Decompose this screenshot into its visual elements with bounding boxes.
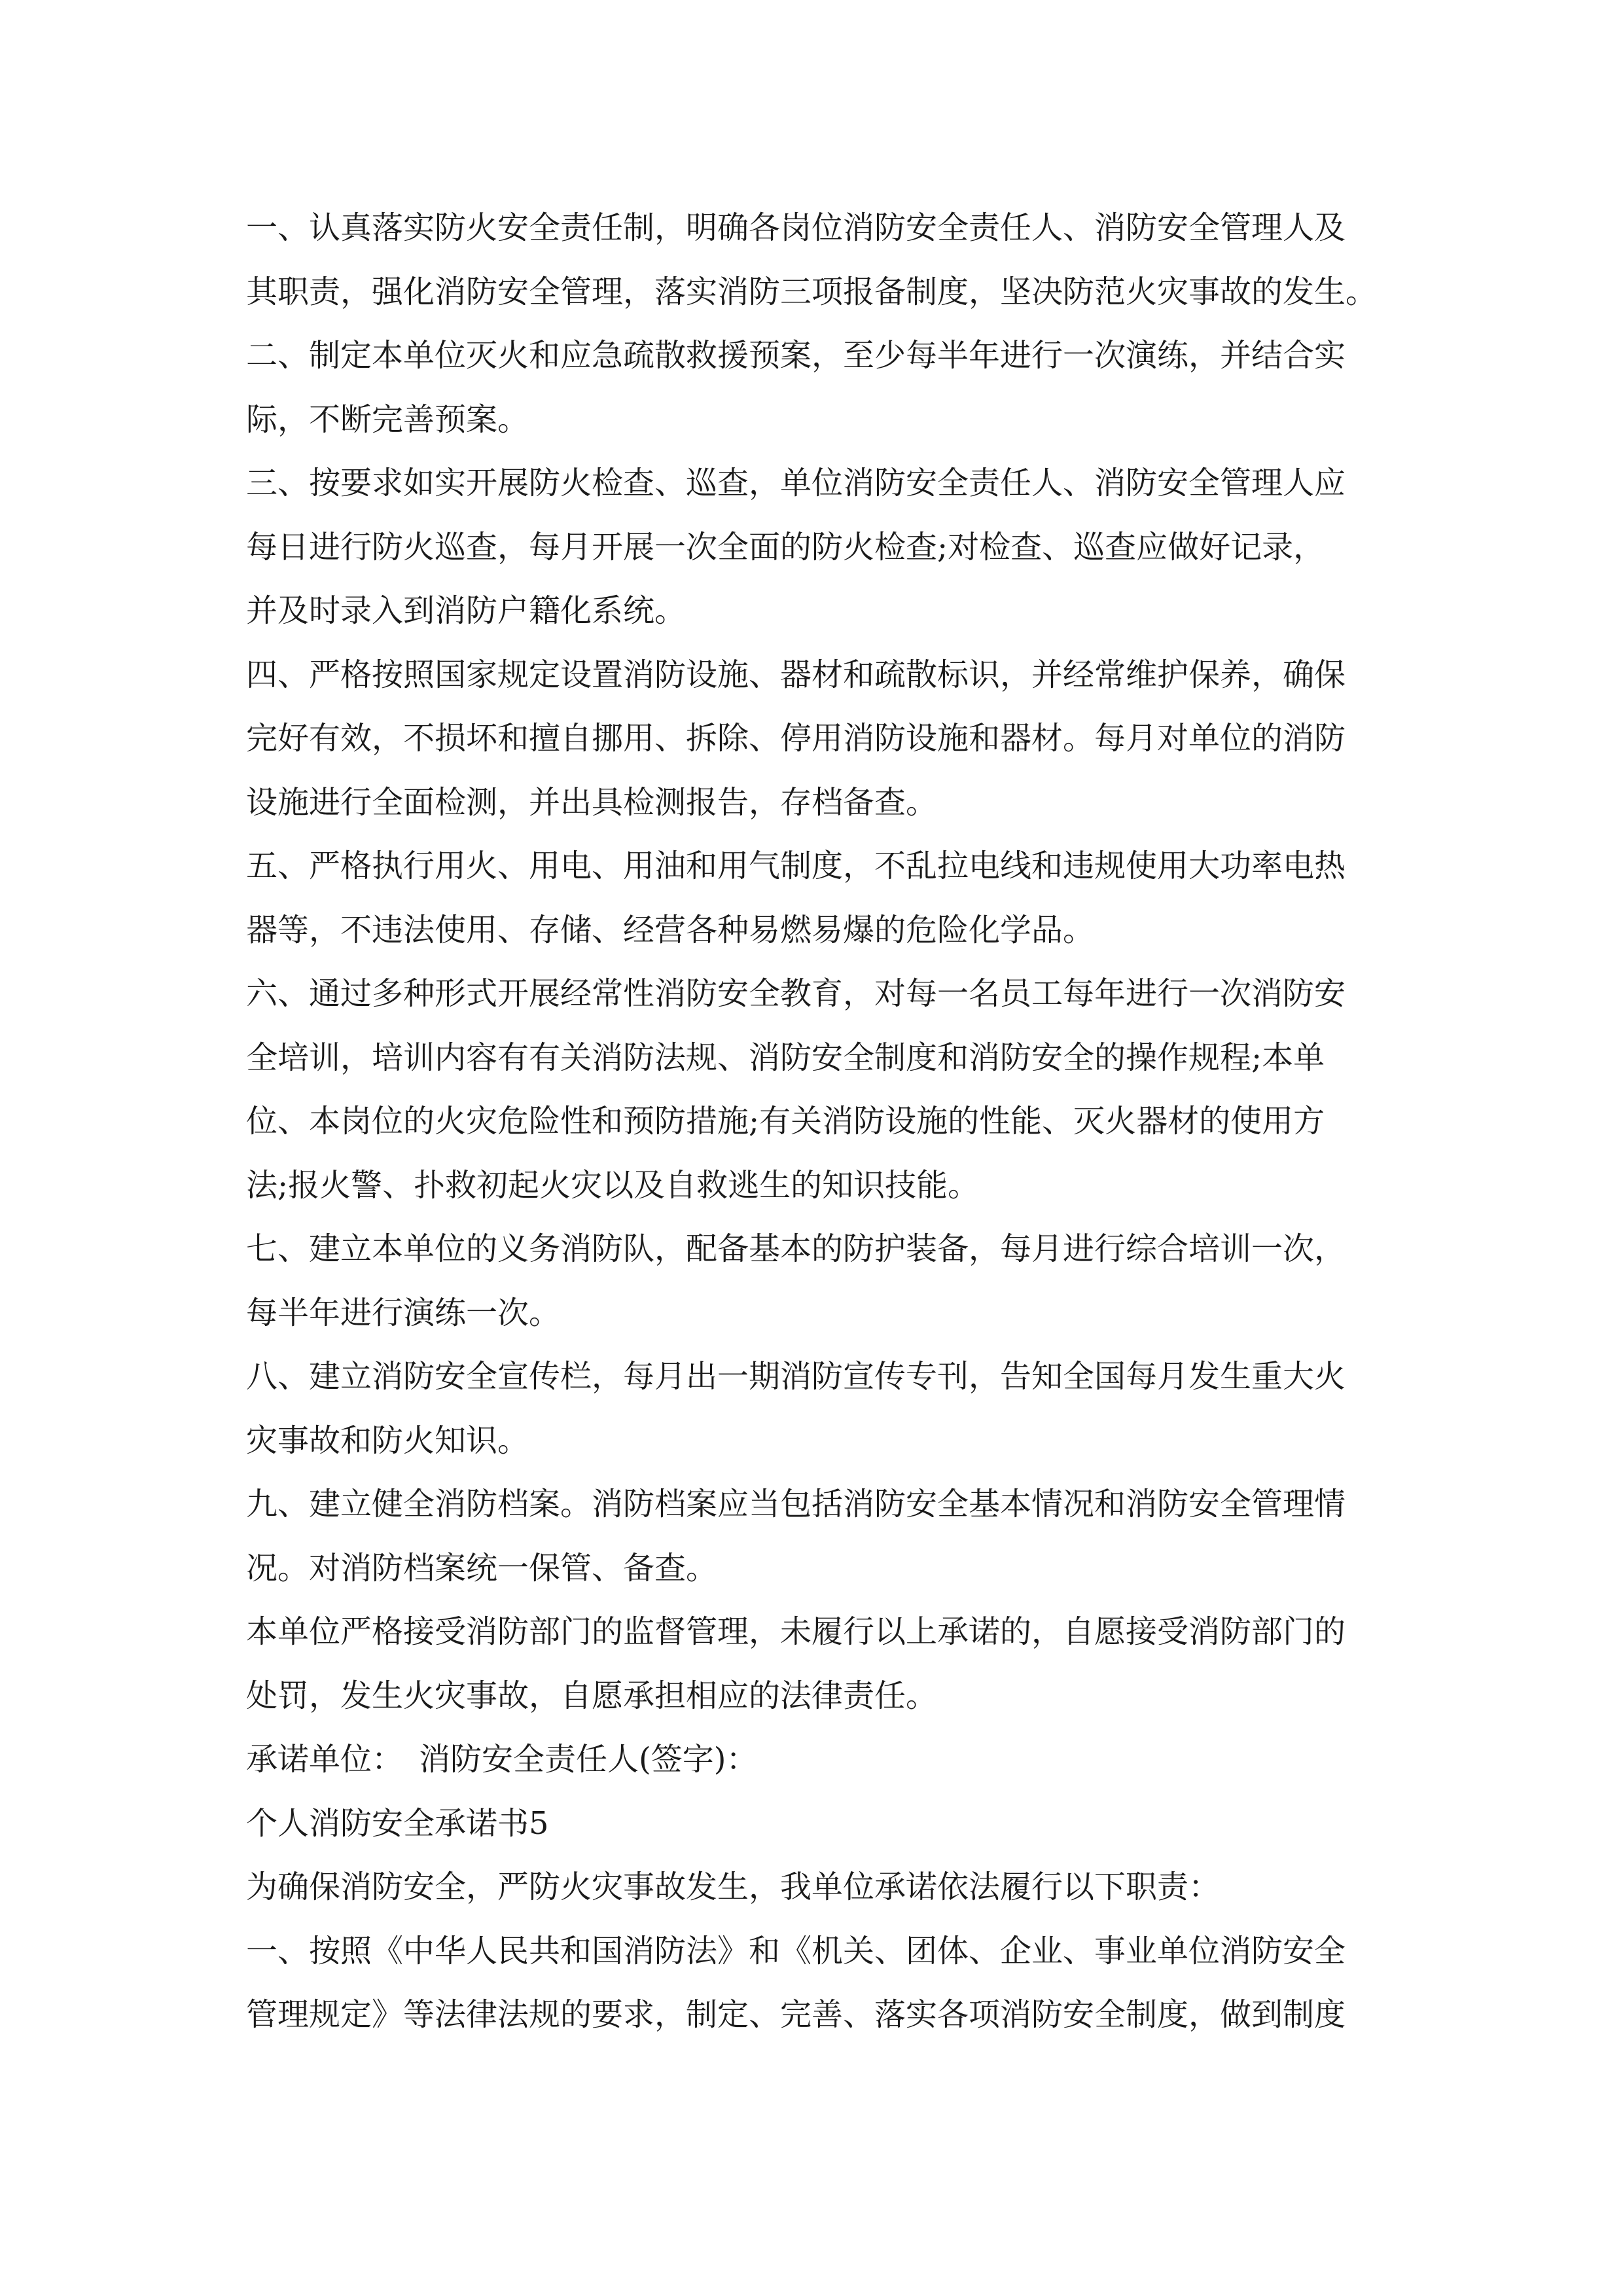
document-body xyxy=(246,196,1398,2047)
text-line: 器等，不违法使用、存储、经营各种易燃易爆的危险化学品。 xyxy=(246,911,1095,948)
text-line: 全培训，培训内容有有关消防法规、消防安全制度和消防安全的操作规程;本单 xyxy=(246,1039,1325,1076)
text-line: 九、建立健全消防档案。消防档案应当包括消防安全基本情况和消防安全管理情 xyxy=(246,1486,1346,1522)
text-line: 际，不断完善预案。 xyxy=(246,401,529,438)
text-line: 本单位严格接受消防部门的监督管理，未履行以上承诺的，自愿接受消防部门的 xyxy=(246,1613,1346,1650)
text-line: 一、认真落实防火安全责任制，明确各岗位消防安全责任人、消防安全管理人及 xyxy=(246,209,1346,246)
text-line: 八、建立消防安全宣传栏，每月出一期消防宣传专刊，告知全国每月发生重大火 xyxy=(246,1358,1346,1395)
text-line: 每日进行防火巡查，每月开展一次全面的防火检查;对检查、巡查应做好记录， xyxy=(246,528,1325,565)
section-heading: 个人消防安全承诺书5 xyxy=(246,1804,549,1842)
text-line: 五、严格执行用火、用电、用油和用气制度，不乱拉电线和违规使用大功率电热 xyxy=(246,848,1346,884)
text-line: 法;报火警、扑救初起火灾以及自救逃生的知识技能。 xyxy=(246,1166,980,1204)
text-line: 三、按要求如实开展防火检查、巡查，单位消防安全责任人、消防安全管理人应 xyxy=(246,465,1346,501)
text-line: 二、制定本单位灭火和应急疏散救援预案，至少每半年进行一次演练，并结合实 xyxy=(246,337,1346,374)
text-line: 况。对消防档案统一保管、备查。 xyxy=(246,1549,718,1587)
text-line: 设施进行全面检测，并出具检测报告，存档备查。 xyxy=(246,783,938,821)
text-line: 灾事故和防火知识。 xyxy=(246,1422,529,1459)
text-line: 六、通过多种形式开展经常性消防安全教育，对每一名员工每年进行一次消防安 xyxy=(246,975,1346,1012)
text-line: 每半年进行演练一次。 xyxy=(246,1294,561,1331)
text-line: 为确保消防安全，严防火灾事故发生，我单位承诺依法履行以下职责： xyxy=(246,1869,1221,1905)
text-line: 并及时录入到消防户籍化系统。 xyxy=(246,592,687,629)
signature-line: 承诺单位： 消防安全责任人(签字)： xyxy=(246,1741,758,1778)
text-line: 管理规定》等法律法规的要求，制定、完善、落实各项消防安全制度，做到制度 xyxy=(246,1996,1346,2033)
text-line: 完好有效，不损坏和擅自挪用、拆除、停用消防设施和器材。每月对单位的消防 xyxy=(246,720,1346,757)
text-line: 位、本岗位的火灾危险性和预防措施;有关消防设施的性能、灭火器材的使用方 xyxy=(246,1103,1325,1139)
text-line: 七、建立本单位的义务消防队，配备基本的防护装备，每月进行综合培训一次， xyxy=(246,1230,1346,1267)
text-line: 处罚，发生火灾事故，自愿承担相应的法律责任。 xyxy=(246,1677,938,1714)
text-line: 一、按照《中华人民共和国消防法》和《机关、团体、企业、事业单位消防安全 xyxy=(246,1932,1346,1969)
text-line: 四、严格按照国家规定设置消防设施、器材和疏散标识，并经常维护保养，确保 xyxy=(246,656,1346,693)
text-line: 其职责，强化消防安全管理，落实消防三项报备制度，坚决防范火灾事故的发生。 xyxy=(246,273,1378,310)
